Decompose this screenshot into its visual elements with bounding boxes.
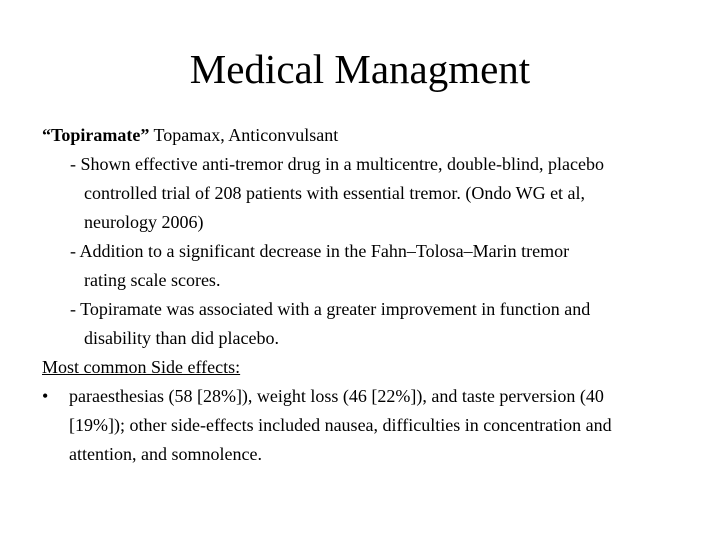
point-3-line-1: - Topiramate was associated with a greater improvement in function and xyxy=(70,299,591,319)
side-effects-heading: Most common Side effects: xyxy=(42,357,241,377)
slide-title: Medical Managment xyxy=(189,46,531,92)
side-effects-line-3: attention, and somnolence. xyxy=(69,444,262,464)
bullet-icon: • xyxy=(42,386,49,406)
point-1-line-2: controlled trial of 208 patients with essential tremor. (Ondo WG et al, xyxy=(84,183,586,203)
slide-body xyxy=(42,121,692,469)
drug-name: “Topiramate” xyxy=(42,125,150,145)
point-3-line-2: disability than did placebo. xyxy=(84,328,279,348)
point-1-line-3: neurology 2006) xyxy=(84,212,204,232)
side-effects-line-2: [19%]); other side-effects included nausea, difficulties in concentration and xyxy=(69,415,612,435)
side-effects-bullet-item xyxy=(42,382,692,469)
side-effects-line-1: paraesthesias (58 [28%]), weight loss (46 [22%]), and taste perversion (40 xyxy=(69,386,604,406)
drug-line xyxy=(42,121,692,150)
point-2-line-2: rating scale scores. xyxy=(84,270,221,290)
drug-description: Topamax, Anticonvulsant xyxy=(149,125,339,145)
point-2-line-1: - Addition to a significant decrease in the Fahn–Tolosa–Marin tremor xyxy=(70,241,570,261)
point-1-line-1: - Shown effective anti-tremor drug in a multicentre, double-blind, placebo xyxy=(70,154,604,174)
